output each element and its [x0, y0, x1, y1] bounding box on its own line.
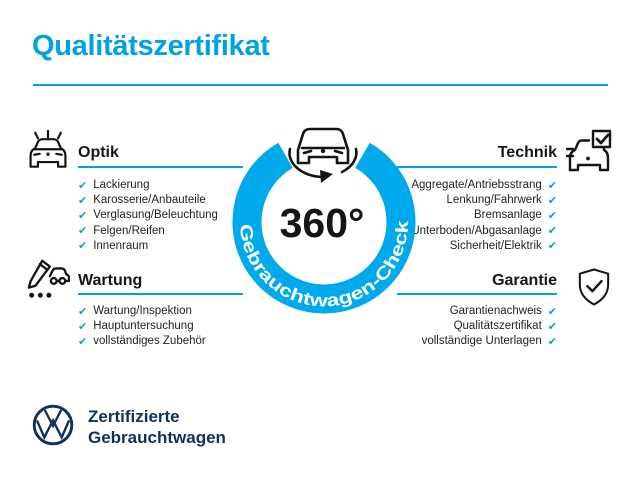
vw-logo [31, 403, 75, 447]
check-icon: ✔ [547, 335, 557, 348]
check-icon: ✔ [547, 320, 557, 333]
ring-label: Gebrauchtwagen-Check [235, 222, 413, 311]
list-item: ✔ Innenraum [78, 239, 149, 253]
wartung-item-list [78, 305, 206, 347]
list-item: ✔ Felgen/Reifen [78, 224, 165, 238]
list-item: ✔ Hauptuntersuchung [78, 320, 194, 333]
check-icon: ✔ [547, 225, 557, 238]
list-item: Lenkung/Fahrwerk ✔ [446, 194, 557, 207]
check-icon: ✔ [547, 305, 557, 318]
check-icon: ✔ [78, 209, 88, 222]
section-heading-optik: Optik [78, 144, 119, 161]
optik-underline [78, 166, 243, 168]
list-item: ✔ vollständiges Zubehör [78, 335, 206, 348]
shield-check-icon [574, 264, 614, 310]
service-pencil-car-icon [24, 256, 70, 302]
section-heading-technik: Technik [497, 144, 557, 161]
optik-item-list [78, 179, 218, 252]
car-checkbox-icon [566, 128, 614, 176]
list-item: Unterboden/Abgasanlage ✔ [411, 224, 557, 238]
section-heading-wartung: Wartung [78, 272, 143, 289]
wartung-underline [78, 293, 243, 295]
check-icon: ✔ [78, 335, 88, 348]
check-icon: ✔ [78, 320, 88, 333]
list-item: vollständige Unterlagen ✔ [421, 335, 557, 348]
check-icon: ✔ [78, 305, 88, 318]
check-icon: ✔ [547, 209, 557, 222]
badge-360-check [222, 108, 428, 320]
list-item: Garantienachweis ✔ [449, 305, 557, 318]
list-item: ✔ Wartung/Inspektion [78, 305, 192, 318]
list-item: ✔ Verglasung/Beleuchtung [78, 209, 218, 222]
list-item: ✔ Karosserie/Anbauteile [78, 194, 206, 207]
check-icon: ✔ [547, 194, 557, 207]
list-item: Sicherheit/Elektrik ✔ [449, 239, 557, 253]
check-icon: ✔ [78, 225, 88, 238]
list-item: ✔ Lackierung [78, 179, 150, 192]
title-divider [33, 84, 608, 86]
check-icon: ✔ [78, 240, 88, 253]
list-item: Bremsanlage ✔ [474, 209, 557, 222]
page-title: Qualitätszertifikat [32, 30, 270, 62]
footer-line2: Gebrauchtwagen [88, 428, 226, 447]
check-icon: ✔ [547, 179, 557, 192]
rotate-arrowhead [320, 170, 333, 183]
shine-car-icon [26, 130, 70, 174]
footer-brand-text [88, 406, 226, 448]
check-icon: ✔ [78, 194, 88, 207]
footer-line1: Zertifizierte [88, 407, 180, 426]
list-item: Qualitätszertifikat ✔ [453, 320, 557, 333]
section-heading-garantie: Garantie [492, 272, 557, 289]
check-icon: ✔ [78, 179, 88, 192]
list-item: Aggregate/Antriebsstrang ✔ [411, 179, 557, 192]
degree-label: 360° [279, 200, 365, 246]
check-icon: ✔ [547, 240, 557, 253]
